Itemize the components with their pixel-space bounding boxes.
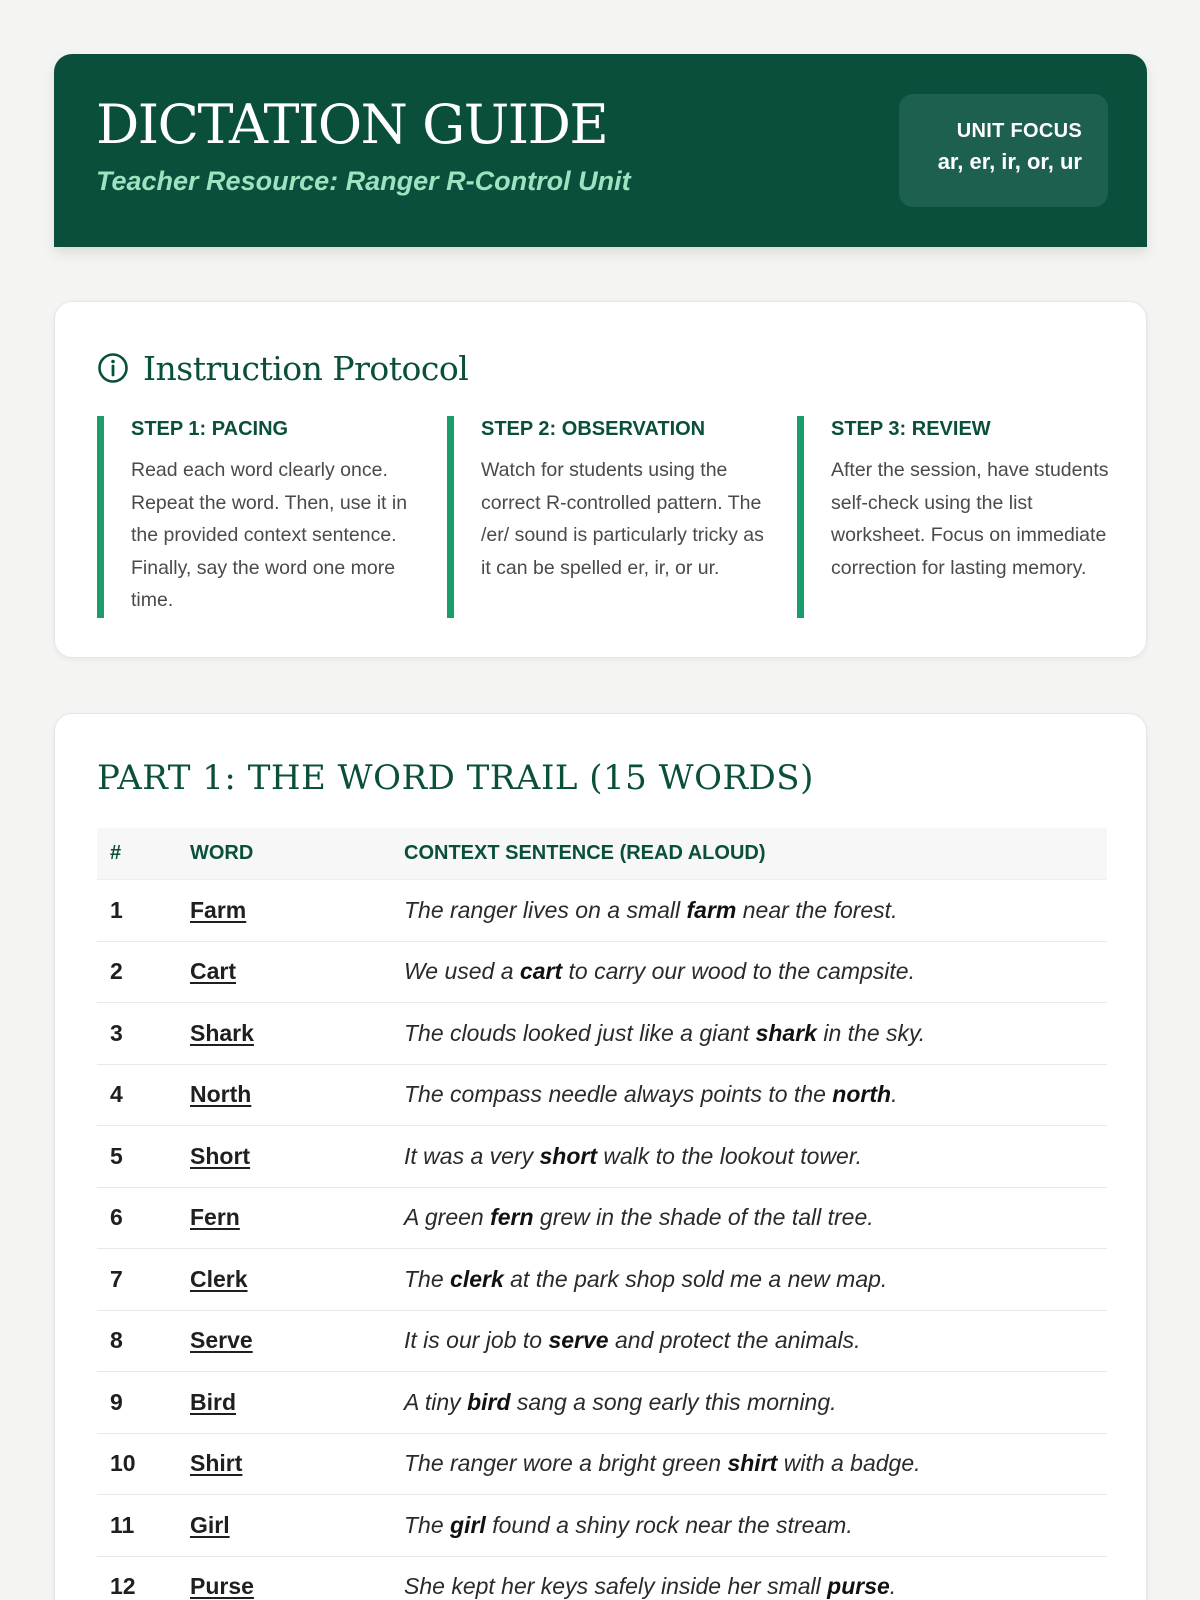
sentence-text: The clouds looked just like a giant bbox=[404, 1019, 756, 1046]
sentence-key-word: cart bbox=[519, 958, 563, 985]
step-review bbox=[797, 416, 1117, 618]
table-row bbox=[97, 1495, 1107, 1557]
row-word: Serve bbox=[190, 1327, 253, 1354]
row-sentence bbox=[404, 1020, 1107, 1047]
step-title: STEP 3: REVIEW bbox=[831, 418, 991, 440]
row-sentence bbox=[404, 897, 1107, 924]
step-title: STEP 2: OBSERVATION bbox=[481, 418, 706, 440]
row-number: 9 bbox=[110, 1388, 123, 1415]
row-word: North bbox=[190, 1081, 252, 1108]
sentence-text: and protect the animals. bbox=[608, 1327, 861, 1354]
sentence-text: It is our job to bbox=[404, 1327, 549, 1354]
table-row bbox=[97, 1126, 1107, 1188]
sentence-text: The ranger lives on a small bbox=[404, 896, 687, 923]
protocol-heading bbox=[97, 348, 468, 388]
row-sentence bbox=[404, 1266, 1107, 1293]
row-sentence bbox=[404, 1389, 1107, 1416]
sentence-key-word: bird bbox=[467, 1388, 511, 1415]
row-word: Girl bbox=[190, 1511, 230, 1538]
row-number: 11 bbox=[110, 1511, 135, 1538]
sentence-text: The bbox=[404, 1511, 451, 1538]
sentence-text: It was a very bbox=[404, 1142, 540, 1169]
sentence-text: with a badge. bbox=[777, 1450, 921, 1477]
sentence-key-word: short bbox=[539, 1142, 597, 1169]
sentence-text: in the sky. bbox=[816, 1019, 926, 1046]
column-header-word: WORD bbox=[190, 842, 254, 864]
row-number: 2 bbox=[110, 958, 123, 985]
row-word: Shark bbox=[190, 1019, 254, 1046]
sentence-key-word: north bbox=[832, 1081, 892, 1108]
sentence-key-word: clerk bbox=[450, 1265, 504, 1292]
row-number: 1 bbox=[110, 896, 123, 923]
table-header bbox=[97, 828, 1107, 880]
row-number: 4 bbox=[110, 1081, 123, 1108]
table-row bbox=[97, 1065, 1107, 1127]
table-row bbox=[97, 942, 1107, 1004]
instruction-protocol-card bbox=[54, 301, 1147, 658]
sentence-text: walk to the lookout tower. bbox=[596, 1142, 863, 1169]
sentence-text: The ranger wore a bright green bbox=[404, 1450, 728, 1477]
row-word: Short bbox=[190, 1142, 251, 1169]
table-row bbox=[97, 1372, 1107, 1434]
sentence-text: She kept her keys safely inside her small bbox=[404, 1573, 828, 1600]
row-number: 8 bbox=[110, 1327, 123, 1354]
page-title: DICTATION GUIDE bbox=[96, 93, 608, 156]
sentence-text: grew in the shade of the tall tree. bbox=[533, 1204, 874, 1231]
sentence-text: near the forest. bbox=[736, 896, 898, 923]
sentence-text: found a shiny rock near the stream. bbox=[485, 1511, 853, 1538]
row-word: Farm bbox=[190, 896, 247, 923]
sentence-key-word: farm bbox=[686, 896, 737, 923]
info-icon bbox=[97, 352, 129, 384]
step-title: STEP 1: PACING bbox=[131, 418, 289, 440]
row-number: 5 bbox=[110, 1142, 123, 1169]
table-row bbox=[97, 1557, 1107, 1600]
sentence-text: A tiny bbox=[404, 1388, 468, 1415]
row-sentence bbox=[404, 1204, 1107, 1231]
page-subtitle: Teacher Resource: Ranger R-Control Unit bbox=[96, 166, 631, 196]
table-row bbox=[97, 1434, 1107, 1496]
sentence-text: . bbox=[889, 1573, 897, 1600]
section-title: PART 1: THE WORD TRAIL (15 WORDS) bbox=[97, 758, 814, 798]
row-sentence bbox=[404, 1081, 1107, 1108]
sentence-text: The bbox=[404, 1265, 451, 1292]
row-sentence bbox=[404, 958, 1107, 985]
row-sentence bbox=[404, 1573, 1107, 1600]
sentence-key-word: purse bbox=[827, 1573, 890, 1600]
table-row bbox=[97, 1003, 1107, 1065]
unit-focus-badge bbox=[899, 94, 1108, 207]
table-row bbox=[97, 1311, 1107, 1373]
row-sentence bbox=[404, 1450, 1107, 1477]
sentence-key-word: shark bbox=[755, 1019, 817, 1046]
row-sentence bbox=[404, 1143, 1107, 1170]
sentence-text: The compass needle always points to the bbox=[404, 1081, 833, 1108]
unit-focus-label: UNIT FOCUS bbox=[956, 120, 1082, 142]
table-row bbox=[97, 880, 1107, 942]
step-body: Watch for students using the correct R-controlled pattern. The /er/ sound is particularly tricky as it can be spelled er, ir, or ur. bbox=[481, 459, 764, 579]
word-trail-card bbox=[54, 713, 1147, 1600]
row-number: 6 bbox=[110, 1204, 123, 1231]
unit-focus-value: ar, er, ir, or, ur bbox=[937, 149, 1082, 174]
row-sentence bbox=[404, 1327, 1107, 1354]
row-word: Cart bbox=[190, 958, 237, 985]
sentence-text: A green bbox=[404, 1204, 491, 1231]
sentence-text: sang a song early this morning. bbox=[510, 1388, 837, 1415]
step-observation bbox=[447, 416, 767, 618]
step-pacing bbox=[97, 416, 417, 618]
table-row bbox=[97, 1249, 1107, 1311]
sentence-key-word: serve bbox=[548, 1327, 609, 1354]
row-word: Clerk bbox=[190, 1265, 248, 1292]
sentence-text: We used a bbox=[404, 958, 520, 985]
row-word: Bird bbox=[190, 1388, 236, 1415]
row-word: Shirt bbox=[190, 1450, 243, 1477]
row-number: 7 bbox=[110, 1265, 123, 1292]
sentence-key-word: shirt bbox=[727, 1450, 778, 1477]
sentence-key-word: girl bbox=[450, 1511, 486, 1538]
row-number: 10 bbox=[110, 1450, 136, 1477]
sentence-text: . bbox=[891, 1081, 898, 1108]
sentence-key-word: fern bbox=[490, 1204, 534, 1231]
row-sentence bbox=[404, 1512, 1107, 1539]
table-row bbox=[97, 1188, 1107, 1250]
protocol-title: Instruction Protocol bbox=[143, 348, 469, 388]
row-number: 3 bbox=[110, 1019, 123, 1046]
word-table bbox=[97, 828, 1107, 1600]
step-body: After the session, have students self-check using the list worksheet. Focus on immediate correction for lasting memory. bbox=[831, 459, 1109, 579]
row-number: 12 bbox=[110, 1573, 136, 1600]
row-word: Fern bbox=[190, 1204, 240, 1231]
table-body bbox=[97, 880, 1107, 1600]
column-header-sentence: CONTEXT SENTENCE (READ ALOUD) bbox=[404, 842, 766, 864]
row-word: Purse bbox=[190, 1573, 254, 1600]
sentence-text: at the park shop sold me a new map. bbox=[503, 1265, 888, 1292]
page-header bbox=[54, 54, 1147, 247]
step-body: Read each word clearly once. Repeat the word. Then, use it in the provided context sentence. Finally, say the word one more time. bbox=[131, 459, 408, 611]
column-header-number: # bbox=[110, 842, 122, 864]
sentence-text: to carry our wood to the campsite. bbox=[562, 958, 915, 985]
